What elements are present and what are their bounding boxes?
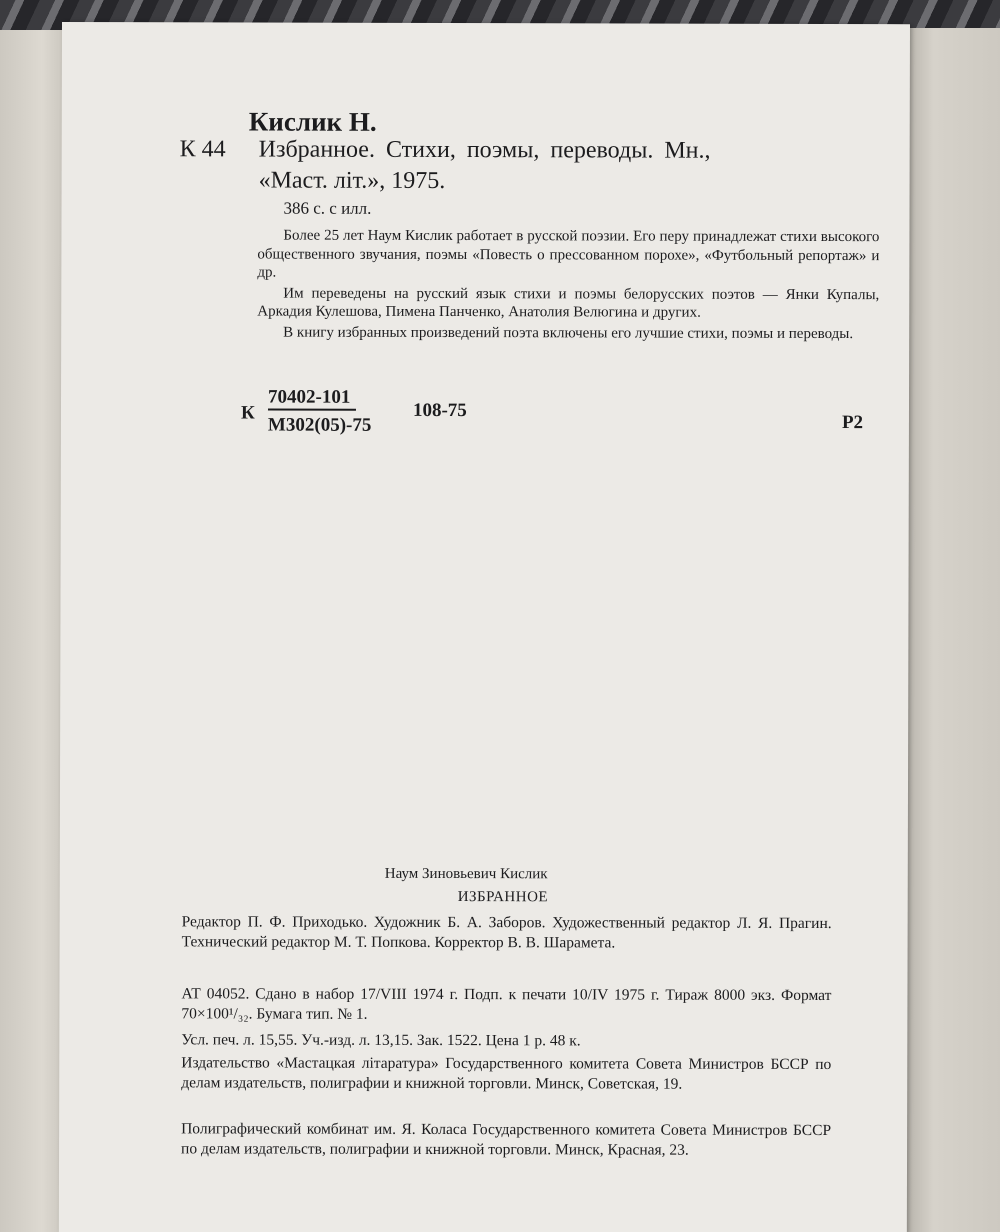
colophon-print-info-text: АТ 04052. Сдано в набор 17/VIII 1974 г. Подп. к печати 10/IV 1975 г. Тираж 8000 экз. Формат 70×100¹/₃₂. Бумага тип. № 1.: [181, 985, 832, 1023]
book-page: [59, 22, 910, 1232]
colophon-publisher: [181, 1053, 831, 1095]
classification-denominator: М302(05)-75: [267, 414, 372, 436]
catalog-index: К 44: [179, 136, 226, 163]
colophon-print-info: [181, 984, 831, 1026]
colophon-publisher-text: Издательство «Мастацкая літаратура» Государственного комитета Совета Министров БССР по делам издательств, полиграфии и книжной торговли. Минск, Советская, 19.: [181, 1054, 832, 1093]
annotation-paragraph: В книгу избранных произведений поэта включены его лучшие стихи, поэмы и переводы.: [283, 324, 854, 342]
colophon-print-prices-text: Усл. печ. л. 15,55. Уч.-изд. л. 13,15. Зак. 1522. Цена 1 р. 48 к.: [181, 1031, 581, 1050]
title-line-2: «Маст. літ.», 1975.: [258, 167, 446, 195]
colophon-printer-text: Полиграфический комбинат им. Я. Коласа Государственного комитета Совета Министров БССР по делам издательств, полиграфии и книжной торговли. Минск, Красная, 23.: [181, 1120, 832, 1159]
author-heading: Кислик Н.: [248, 106, 377, 137]
bbk-index: Р2: [841, 412, 864, 434]
colophon-editors-text: Редактор П. Ф. Приходько. Художник Б. А. Заборов. Художественный редактор Л. Я. Прагин. Технический редактор М. Т. Попкова. Корректор В. В. Шарамета.: [181, 913, 832, 952]
classification-numerator: 70402-101: [268, 387, 356, 411]
classification-code: 108-75: [412, 399, 467, 422]
classification-letter: К: [240, 402, 255, 424]
colophon-author-name: Наум Зиновьевич Кислик: [384, 865, 548, 883]
annotation: [257, 227, 879, 346]
annotation-paragraph: Более 25 лет Наум Кислик работает в русской поэзии. Его перу принадлежат стихи высокого общественного звучания, поэмы «Повесть о прессованном порохе», «Футбольный репортаж» и др.: [257, 227, 880, 281]
colophon-print-prices: [181, 1030, 831, 1052]
colophon-book-title: ИЗБРАННОЕ: [457, 889, 549, 906]
book-page-edge: [905, 28, 1000, 1232]
colophon-printer: [181, 1119, 831, 1161]
annotation-paragraph: Им переведены на русский язык стихи и поэмы белорусских поэтов — Янки Купалы, Аркадия Кулешова, Пимена Панченко, Анатолия Велюгина и других.: [257, 285, 880, 321]
page-count: 386 с. с илл.: [283, 198, 372, 218]
title-line-1: Избранное. Стихи, поэмы, переводы. Мн.,: [258, 136, 711, 164]
colophon-editors: [182, 912, 832, 954]
